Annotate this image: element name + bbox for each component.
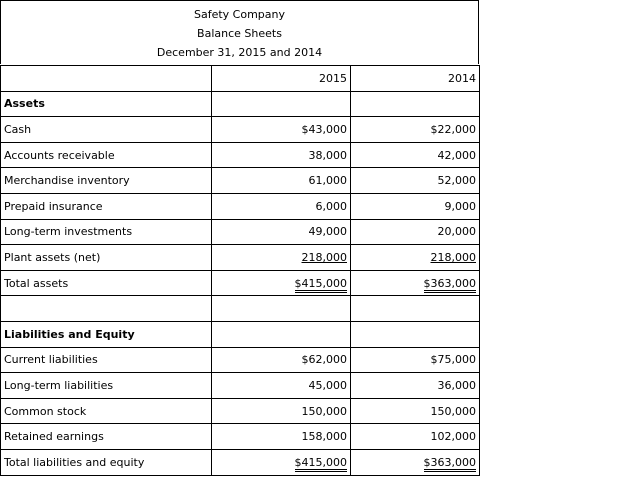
row-label: Retained earnings (1, 424, 212, 450)
column-header-2014: 2014 (351, 66, 480, 92)
report-header (0, 0, 479, 64)
total-row (1, 449, 480, 475)
table-row (1, 347, 480, 373)
value-2015: 6,000 (212, 193, 351, 219)
value-2015: 150,000 (212, 398, 351, 424)
table-row (1, 398, 480, 424)
table-row (1, 245, 480, 271)
spacer-row (1, 296, 480, 322)
total-liabilities-2014: $363,000 (424, 456, 477, 472)
value-2015: 61,000 (212, 168, 351, 194)
row-label: Common stock (1, 398, 212, 424)
header-blank-cell (1, 66, 212, 92)
value-2014: 20,000 (351, 219, 480, 245)
value-2014: $75,000 (351, 347, 480, 373)
total-assets-2014: $363,000 (424, 277, 477, 293)
table-row (1, 168, 480, 194)
statement-date: December 31, 2015 and 2014 (156, 46, 323, 59)
table-row (1, 142, 480, 168)
value-2014: 52,000 (351, 168, 480, 194)
total-liabilities-2015: $415,000 (295, 456, 348, 472)
row-label: Merchandise inventory (1, 168, 212, 194)
value-2015: $62,000 (212, 347, 351, 373)
row-label: Long-term investments (1, 219, 212, 245)
value-2014: 102,000 (351, 424, 480, 450)
total-row (1, 270, 480, 296)
assets-heading: Assets (1, 91, 212, 117)
value-2015: 45,000 (212, 373, 351, 399)
section-heading-row (1, 321, 480, 347)
section-heading-row (1, 91, 480, 117)
row-label: Accounts receivable (1, 142, 212, 168)
value-2015: 158,000 (212, 424, 351, 450)
table-row (1, 373, 480, 399)
company-name: Safety Company (193, 8, 285, 21)
value-2014: 42,000 (351, 142, 480, 168)
table-row (1, 219, 480, 245)
value-2015: 38,000 (212, 142, 351, 168)
row-label: Cash (1, 117, 212, 143)
value-2014: 36,000 (351, 373, 480, 399)
liabilities-heading: Liabilities and Equity (1, 321, 212, 347)
value-2014: $22,000 (351, 117, 480, 143)
balance-table (0, 65, 480, 476)
row-label: Plant assets (net) (1, 245, 212, 271)
value-2014: 150,000 (351, 398, 480, 424)
row-label: Long-term liabilities (1, 373, 212, 399)
value-2015: 49,000 (212, 219, 351, 245)
total-assets-2015: $415,000 (295, 277, 348, 293)
total-assets-label: Total assets (1, 270, 212, 296)
value-2015: $43,000 (212, 117, 351, 143)
table-row (1, 193, 480, 219)
value-2014: 218,000 (430, 250, 476, 264)
row-label: Current liabilities (1, 347, 212, 373)
table-row (1, 424, 480, 450)
value-2015: 218,000 (301, 250, 347, 264)
table-row (1, 117, 480, 143)
statement-title: Balance Sheets (197, 27, 282, 40)
value-2014: 9,000 (351, 193, 480, 219)
row-label: Prepaid insurance (1, 193, 212, 219)
total-liabilities-label: Total liabilities and equity (1, 449, 212, 475)
column-header-2015: 2015 (212, 66, 351, 92)
column-header-row (1, 66, 480, 92)
